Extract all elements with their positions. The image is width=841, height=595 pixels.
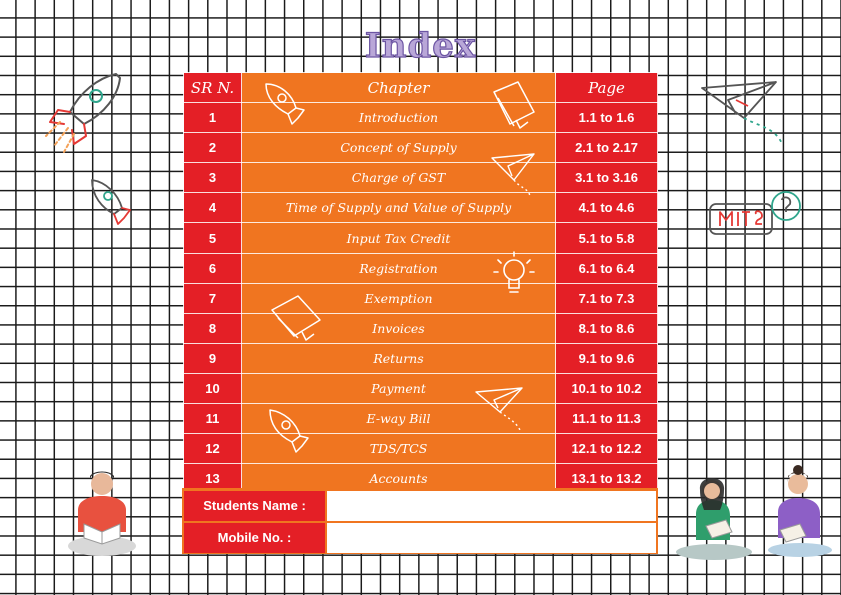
table-row (184, 103, 658, 133)
table-row (184, 343, 658, 373)
sr-cell: 1 (184, 103, 242, 133)
sr-cell: 7 (184, 283, 242, 313)
table-row (184, 373, 658, 403)
rocket-icon (86, 176, 134, 228)
student-reading-icon (764, 462, 834, 560)
sr-cell: 9 (184, 343, 242, 373)
student-reading-icon (64, 462, 140, 558)
sr-cell: 2 (184, 133, 242, 163)
chapter-cell: Concept of Supply (242, 133, 556, 163)
chapter-cell: Returns (242, 343, 556, 373)
chapter-cell: Input Tax Credit (242, 223, 556, 253)
page-cell: 6.1 to 6.4 (556, 253, 658, 283)
student-name-input[interactable] (327, 491, 656, 521)
page-cell: 4.1 to 4.6 (556, 193, 658, 223)
table-row (184, 283, 658, 313)
student-info-form (182, 488, 658, 554)
page-cell: 10.1 to 10.2 (556, 373, 658, 403)
page-cell: 1.1 to 1.6 (556, 103, 658, 133)
chapter-cell: Payment (242, 373, 556, 403)
page-cell: 5.1 to 5.8 (556, 223, 658, 253)
page-cell: 11.1 to 11.3 (556, 404, 658, 434)
sr-cell: 13 (184, 464, 242, 494)
table-row (184, 133, 658, 163)
student-reading-icon (672, 470, 756, 562)
chapter-cell: Invoices (242, 313, 556, 343)
page-cell: 8.1 to 8.6 (556, 313, 658, 343)
sr-cell: 5 (184, 223, 242, 253)
chapter-cell: Registration (242, 253, 556, 283)
chapter-cell: Accounts (242, 464, 556, 494)
page-cell: 3.1 to 3.16 (556, 163, 658, 193)
chapter-cell: Time of Supply and Value of Supply (242, 193, 556, 223)
sr-cell: 11 (184, 404, 242, 434)
sr-cell: 8 (184, 313, 242, 343)
page-title: Index (364, 26, 477, 66)
table-header-row (184, 73, 658, 103)
chapter-cell: TDS/TCS (242, 434, 556, 464)
table-row (184, 223, 658, 253)
table-row (184, 404, 658, 434)
table-row (184, 253, 658, 283)
column-header-chapter: Chapter (242, 73, 556, 103)
chapter-cell: Charge of GST (242, 163, 556, 193)
student-name-label: Students Name : (184, 491, 325, 521)
mobile-label: Mobile No. : (184, 523, 325, 553)
page-cell: 2.1 to 2.17 (556, 133, 658, 163)
table-row (184, 434, 658, 464)
speech-bubble-icon (706, 186, 804, 244)
rocket-icon (40, 66, 132, 160)
chapter-cell: E-way Bill (242, 404, 556, 434)
index-table (183, 72, 658, 494)
student-name-row (184, 491, 656, 521)
page-cell: 9.1 to 9.6 (556, 343, 658, 373)
mobile-row (184, 523, 656, 553)
sr-cell: 10 (184, 373, 242, 403)
paper-plane-icon (698, 78, 796, 150)
sr-cell: 12 (184, 434, 242, 464)
column-header-sr: SR N. (184, 73, 242, 103)
page-cell: 12.1 to 12.2 (556, 434, 658, 464)
page-cell: 7.1 to 7.3 (556, 283, 658, 313)
sr-cell: 3 (184, 163, 242, 193)
sr-cell: 6 (184, 253, 242, 283)
chapter-cell: Introduction (242, 103, 556, 133)
sr-cell: 4 (184, 193, 242, 223)
table-row (184, 163, 658, 193)
mobile-input[interactable] (327, 523, 656, 553)
table-row (184, 313, 658, 343)
chapter-cell: Exemption (242, 283, 556, 313)
column-header-page: Page (556, 73, 658, 103)
page-cell: 13.1 to 13.2 (556, 464, 658, 494)
table-row (184, 193, 658, 223)
